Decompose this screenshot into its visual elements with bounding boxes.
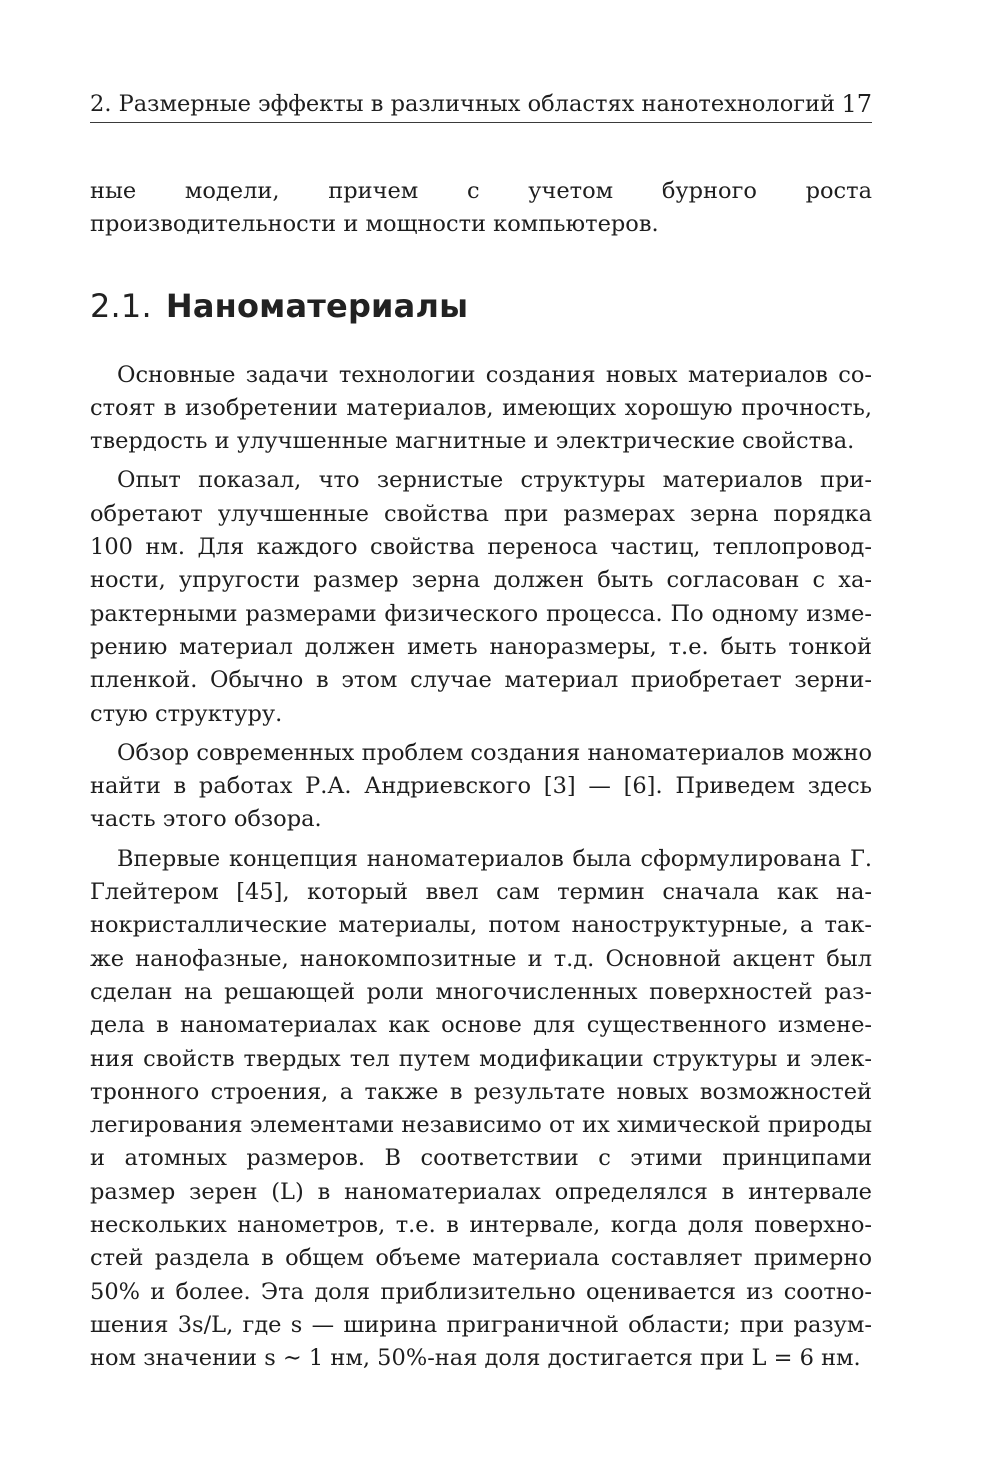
paragraph: Впервые концепция наноматериалов была сформулирована Г. Глейтером [45], который ввел сам термин сначала как нанокристаллические материалы, потом наноструктурные, а также нанофазные, нанокомпозитные и т.д. Основной акцент был сделан на решающей роли многочисленных поверхностей раздела в наноматериалах как основе для существенного изменения свойств твердых тел путем модификации структуры и электронного строения, а также в результате новых возможностей легирования элементами независимо от их химической природы и атомных размеров. В соответствии с этими принципами размер зерен (L) в наноматериалах определялся в интервале нескольких нанометров, т.е. в интервале, когда доля поверхностей раздела в общем объеме материала составляет примерно 50% и более. Эта доля приблизительно оценивается из соотношения 3s/L, где s — ширина приграничной области; при разумном значении s ∼ 1 нм, 50%-ная доля достигается при L = 6 нм. [90, 845, 872, 1372]
page-number: 17 [841, 90, 872, 118]
page-body [90, 175, 872, 1376]
running-header [90, 86, 872, 123]
running-title: 2. Размерные эффекты в различных областях нанотехнологий [90, 91, 836, 117]
section-heading [90, 286, 872, 326]
section-number: 2.1. [90, 286, 152, 325]
paragraph: Обзор современных проблем создания наноматериалов можно найти в работах Р.А. Андриевского [3] — [6]. Приведем здесь часть этого обзора. [90, 739, 872, 833]
intro-paragraph: ные модели, причем с учетом бурного роста производительности и мощности компьютеров. [90, 178, 872, 238]
paragraph: Опыт показал, что зернистые структуры материалов приобретают улучшенные свойства при размерах зерна порядка 100 нм. Для каждого свойства переноса частиц, теплопроводности, упругости размер зерна должен быть согласован с характерными размерами физического процесса. По одному измерению материал должен иметь наноразмеры, т.е. быть тонкой пленкой. Обычно в этом случае материал приобретает зернистую структуру. [90, 467, 872, 727]
paragraph: Основные задачи технологии создания новых материалов состоят в изобретении материалов, имеющих хорошую прочность, твердость и улучшенные магнитные и электрические свойства. [90, 361, 872, 455]
section-title: Наноматериалы [165, 286, 469, 325]
